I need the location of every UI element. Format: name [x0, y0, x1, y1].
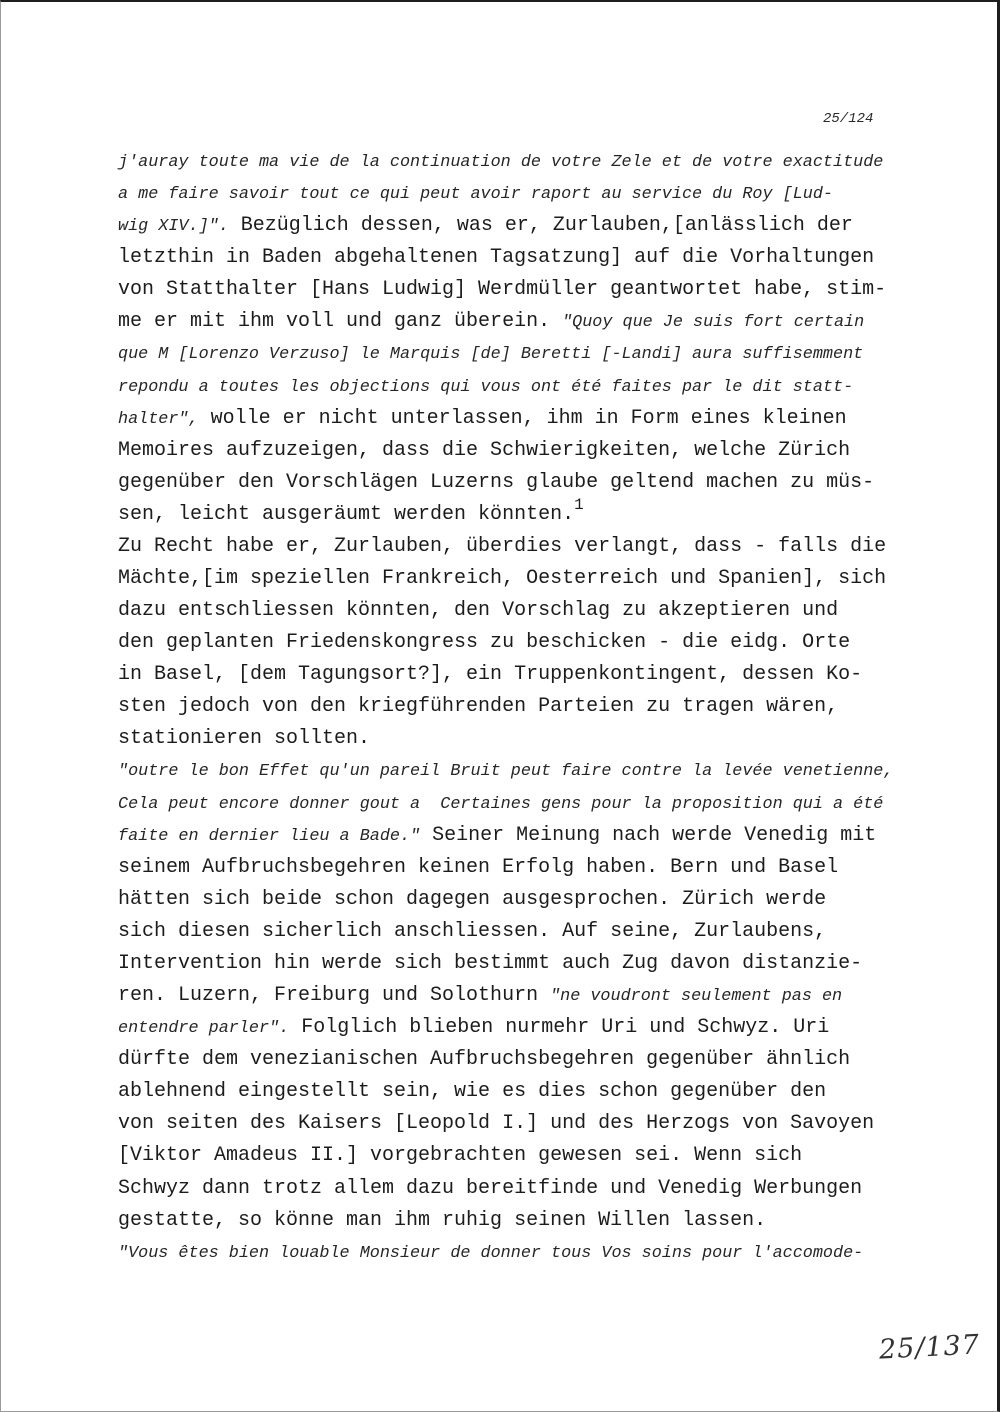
german-text: wolle er nicht unterlassen, ihm in Form eines kleinen	[198, 406, 847, 430]
text-line	[118, 948, 978, 980]
text-line	[118, 691, 978, 723]
page-number: 25/124	[823, 111, 874, 127]
german-text: Mächte,[im speziellen Frankreich, Oesterreich und Spanien], sich	[118, 567, 887, 591]
german-text: den geplanten Friedenskongress zu beschicken - die eidg. Orte	[118, 631, 851, 655]
text-line	[118, 1012, 978, 1044]
text-line	[118, 306, 978, 338]
text-line	[118, 495, 978, 531]
german-text: Schwyz dann trotz allem dazu bereitfinde und Venedig Werbungen	[118, 1176, 863, 1200]
text-line	[118, 274, 978, 306]
text-line	[118, 435, 978, 467]
text-line	[118, 820, 978, 852]
german-text: sten jedoch von den kriegführenden Parteien zu tragen wären,	[118, 695, 839, 719]
german-text: Folglich blieben nurmehr Uri und Schwyz. Uri	[289, 1016, 830, 1040]
german-text: in Basel, [dem Tagungsort?], ein Truppenkontingent, dessen Ko-	[118, 663, 863, 687]
german-text: sen, leicht ausgeräumt werden könnten.	[118, 502, 575, 526]
text-line	[118, 146, 978, 178]
document-body	[118, 146, 978, 1269]
german-text: Seiner Meinung nach werde Venedig mit	[420, 823, 877, 847]
quoted-french-text: Cela peut encore donner gout a Certaines gens pour la proposition qui a été	[118, 794, 884, 814]
text-line	[118, 1205, 978, 1237]
german-text: me er mit ihm voll und ganz überein.	[118, 310, 563, 334]
text-line	[118, 916, 978, 948]
text-line	[118, 1108, 978, 1140]
quoted-french-text: que M [Lorenzo Verzuso] le Marquis [de] Beretti [-Landi] aura suffisemment	[118, 345, 864, 365]
text-line	[118, 723, 978, 755]
german-text: hätten sich beide schon dagegen ausgesprochen. Zürich werde	[118, 887, 827, 911]
german-text: von seiten des Kaisers [Leopold I.] und des Herzogs von Savoyen	[118, 1112, 875, 1136]
german-text: letzthin in Baden abgehaltenen Tagsatzung] auf die Vorhaltungen	[118, 246, 875, 270]
text-line	[118, 242, 978, 274]
german-text: gegenüber den Vorschlägen Luzerns glaube geltend machen zu müs-	[118, 470, 875, 494]
quoted-french-text: j'auray toute ma vie de la continuation de votre Zele et de votre exactitude	[118, 153, 884, 172]
text-line	[118, 563, 978, 595]
quoted-french-text: "Quoy que Je suis fort certain	[562, 313, 865, 333]
german-text: Zu Recht habe er, Zurlauben, überdies verlangt, dass - falls die	[118, 534, 887, 558]
text-line	[118, 1237, 978, 1269]
footnote-marker: 1	[574, 495, 584, 514]
quoted-french-text: faite en dernier lieu a Bade."	[118, 826, 421, 846]
german-text: [Viktor Amadeus II.] vorgebrachten gewesen sei. Wenn sich	[118, 1144, 803, 1168]
quoted-french-text: "ne voudront seulement pas en	[550, 987, 843, 1007]
quoted-french-text: a me faire savoir tout ce qui peut avoir raport au service du Roy [Lud-	[118, 185, 833, 205]
text-line	[118, 627, 978, 659]
german-text: dazu entschliessen könnten, den Vorschlag zu akzeptieren und	[118, 599, 839, 623]
text-line	[118, 338, 978, 370]
text-line	[118, 1173, 978, 1205]
text-line	[118, 467, 978, 499]
text-line	[118, 1140, 978, 1172]
german-text: ablehnend eingestellt sein, wie es dies schon gegenüber den	[118, 1080, 827, 1104]
quoted-french-text: "outre le bon Effet qu'un pareil Bruit peut faire contre la levée venetienne,	[118, 762, 894, 782]
text-line	[118, 178, 978, 210]
german-text: seinem Aufbruchsbegehren keinen Erfolg haben. Bern und Basel	[118, 855, 839, 879]
german-text: ren. Luzern, Freiburg und Solothurn	[118, 984, 551, 1008]
german-text: von Statthalter [Hans Ludwig] Werdmüller geantwortet habe, stim-	[118, 278, 887, 302]
german-text: Memoires aufzuzeigen, dass die Schwierigkeiten, welche Zürich	[118, 438, 851, 462]
german-text: dürfte dem venezianischen Aufbruchsbegehren gegenüber ähnlich	[118, 1048, 851, 1072]
text-line	[118, 980, 978, 1012]
text-line	[118, 210, 978, 242]
text-line	[118, 403, 978, 435]
text-line	[118, 788, 978, 820]
quoted-french-text: repondu a toutes les objections qui vous ont été faites par le dit statt-	[118, 377, 854, 397]
quoted-french-text: wig XIV.]".	[118, 217, 229, 237]
text-line	[118, 1076, 978, 1108]
text-line	[118, 371, 978, 403]
german-text: Bezüglich dessen, was er, Zurlauben,[anlässlich der	[228, 214, 853, 238]
text-line	[118, 852, 978, 884]
quoted-french-text: "Vous êtes bien louable Monsieur de donner tous Vos soins pour l'accomode-	[118, 1243, 864, 1263]
text-line	[118, 1044, 978, 1076]
text-line	[118, 884, 978, 916]
german-text: gestatte, so könne man ihm ruhig seinen Willen lassen.	[118, 1208, 767, 1232]
german-text: Intervention hin werde sich bestimmt auch Zug davon distanzie-	[118, 951, 863, 975]
handwritten-folio-number: 25/137	[878, 1329, 981, 1366]
quoted-french-text: halter",	[118, 409, 199, 429]
text-line	[118, 595, 978, 627]
german-text: stationieren sollten.	[118, 727, 371, 751]
text-line	[118, 531, 978, 563]
quoted-french-text: entendre parler".	[118, 1019, 290, 1039]
text-line	[118, 755, 978, 787]
text-line	[118, 659, 978, 691]
german-text: sich diesen sicherlich anschliessen. Auf seine, Zurlaubens,	[118, 919, 827, 943]
